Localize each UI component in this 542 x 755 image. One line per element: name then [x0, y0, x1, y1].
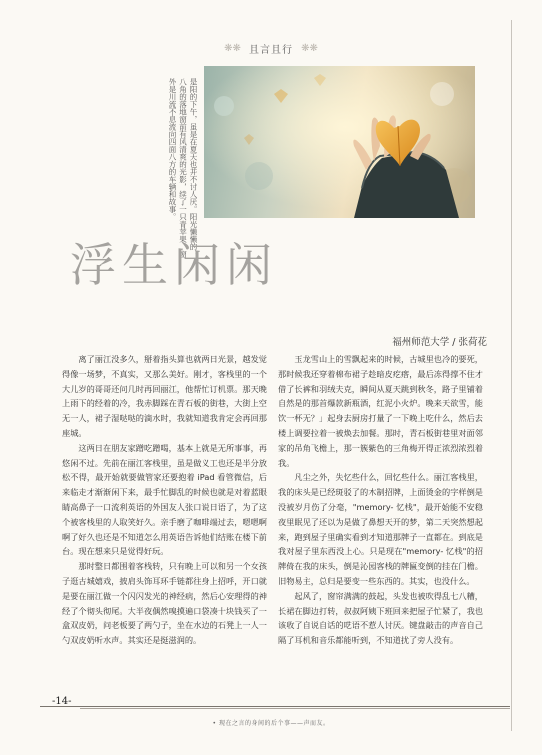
- ornament-left-icon: ❋❋: [224, 43, 241, 54]
- page-number: -14-: [52, 696, 72, 707]
- cover-photo: [204, 66, 475, 218]
- intro-column: [98, 78, 198, 263]
- body-paragraph: 凡尘之外，失忆些什么，回忆些什么。丽江客栈里，我的床头是已经斑驳了的木制招牌，上面烫金的字样倒是没被岁月伤了分毫，"memory- 忆栈"，最开始能不安稳夜里眠见了还以为是做了鼻想天开的梦，第二天突然想起来，跑到屋子里确实看到才知道那牌子一直都在。到底是我对屋子里东西没上心。只是现在"memory- 忆栈"的招牌倚在我的床头，倒是沁园客栈的牌匾变倒的挂在门檐。旧物易主，总归是要变一些东西的。其实，也没什么。: [278, 472, 483, 586]
- intro-vertical-text: 是阳的下午，虽是在夏天也并不讨人厌。阳光懒懒的，八角的落地窗前有风清爽的光影，续了一只青苹果，窗外是川流不息流向四面八方的车辆和故事。: [168, 78, 198, 258]
- footer-rule-secondary: [80, 708, 510, 709]
- margin-rule: [511, 20, 512, 731]
- body-paragraph: 玉龙雪山上的雪飘起来的时候，古城里也冷的要死，那时候我还穿着棉布裙子趁暗皮疙瘩，最后冻得撑不住才借了长裤和羽绒夫克，瞬间从夏天跳到秋冬，路子里铺着自然是的那首爆款新瓶酒，红泥小火炉。晚来天欲雪，能饮一杯无？」起身去厨房打量了一下晚上吃什么，然后去楼上调要拉着一被焕去加餐。那时，青石板街巷里对面邻家的吊角飞檐上，那一簇紫色的三角梅开得正浓烈浓烈着我。: [278, 354, 483, 468]
- left-column: [62, 352, 267, 648]
- hand-holding-heart-leaf-icon: [204, 66, 475, 218]
- body-paragraph: 那时整日都围着客栈转，只有晚上可以和另一个女孩子逛古城嬉戏，披肩头饰耳环手链都往身上招呼，开口就是要在丽江做一个闪闪发光的神经病，然后心安理得的神经了个彻头彻尾。大半夜偶然嗅摸遍口袋凑十块钱买了一盒双皮奶，问老板要了两勺子，坐在水边的石凳上一人一勺双皮奶听水声。其实还是挺滋润的。: [62, 561, 267, 646]
- right-column: [278, 352, 483, 648]
- ornament-right-icon: ❋❋: [301, 43, 318, 54]
- body-paragraph: 起风了，窗帘满满的鼓起，头发也被吹得乱七八糟，长裙在脚边打转，叔叔阿姨下班回来把屋子忙紧了，我也该收了自说自话的呓语不惹人讨厌。键盘敲击的声音自己隔了耳机和音乐都能听到，不知道扰了旁人没有。: [278, 590, 483, 646]
- section-title: 且言且行: [249, 45, 293, 56]
- body-paragraph: 这两日在朋友家蹭吃蹭喝，基本上就是无所事事，再悠闲不过。先前在丽江客栈里，虽是做义工也还是半分放松不得，最开始就要做管家还要抱着 iPad 看管微信，后来临走才渐渐闲下来，最手忙脚乱的时候也就是对着蓝眼睛高鼻子一口流利英语的外国友人张口说日语了，为了这个被客栈里的人取笑好久。亲手磨了咖啡端过去，嗯嗯啊啊了好久也还是不知道怎么用英语告诉他们结账在楼下前台。现在想来只是觉得好玩。: [62, 442, 267, 557]
- body-paragraph: 离了丽江没多久，掰着指头算也就两日光景，越发觉得像一场梦，不真实，又那么美好。刚才，客栈里的一个大儿岁的哥哥还问几时再回丽江，他帮忙订机票。那天晚上雨下的经着的冷，我赤脚踩在青石板的街巷，大街上空无一人，裙子湿哒哒的滴水时，我就知道我肯定会再回那座城。: [62, 354, 267, 438]
- article-title: 浮生闲闲: [70, 238, 278, 292]
- author-byline: 福州师范大学 / 张荷花: [392, 337, 487, 348]
- footer-rule: [40, 706, 510, 707]
- footer-caption: • 现在之言的身间的后个事——声而友。: [212, 720, 330, 727]
- section-header: [0, 38, 542, 57]
